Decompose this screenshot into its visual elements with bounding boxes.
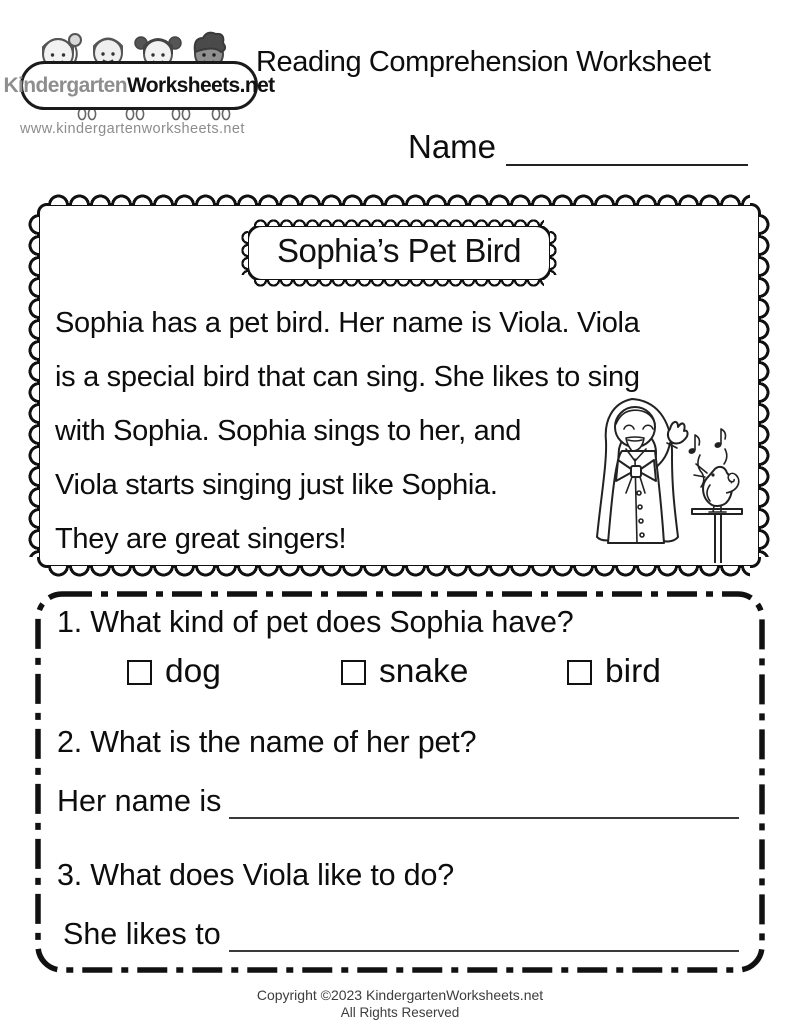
option-bird-label: bird <box>605 653 661 690</box>
copyright-text: Copyright ©2023 KindergartenWorksheets.net <box>256 987 544 1003</box>
scallop-border-bottom <box>48 566 750 577</box>
bubble-scallop-right <box>550 231 557 275</box>
option-bird[interactable] <box>567 653 661 691</box>
question-3-answer-row <box>63 910 739 952</box>
option-snake-label: snake <box>379 653 469 690</box>
logo-brand-light: Kindergarten <box>3 73 127 97</box>
question-1-options <box>35 653 765 693</box>
checkbox-bird[interactable] <box>567 660 592 685</box>
option-snake[interactable] <box>341 653 468 691</box>
passage-line: is a special bird that can sing. She likes to sing <box>55 361 640 393</box>
checkbox-snake[interactable] <box>341 660 366 685</box>
answer-2-input-line[interactable] <box>229 777 739 819</box>
logo-brand-bold: Worksheets.net <box>126 73 275 97</box>
option-dog-label: dog <box>165 653 221 690</box>
footer <box>0 987 800 1020</box>
passage-line: Viola starts singing just like Sophia. <box>55 469 498 501</box>
girl-and-bird-illustration <box>588 393 746 563</box>
site-url: www.kindergartenworksheets.net <box>20 121 245 137</box>
answer-2-prefix: Her name is <box>57 784 222 818</box>
rights-text: All Rights Reserved <box>340 1005 460 1020</box>
story-title: Sophia’s Pet Bird <box>276 232 522 269</box>
bubble-scallop-bottom <box>254 280 544 287</box>
scallop-border-left <box>28 214 39 557</box>
scallop-border-right <box>759 214 770 557</box>
passage-line: They are great singers! <box>55 523 347 555</box>
bubble-scallop-left <box>241 231 248 275</box>
passage-line: with Sophia. Sophia sings to her, and <box>55 415 522 447</box>
passage-line: Sophia has a pet bird. Her name is Viola. Viola <box>55 307 640 339</box>
story-box <box>37 203 761 568</box>
checkbox-dog[interactable] <box>127 660 152 685</box>
question-2-answer-row <box>57 777 739 819</box>
answer-3-input-line[interactable] <box>229 910 739 952</box>
story-title-bubble <box>246 224 552 282</box>
bubble-scallop-top <box>254 219 544 226</box>
answer-3-prefix: She likes to <box>63 917 221 951</box>
question-2-text: 2. What is the name of her pet? <box>57 725 477 759</box>
questions-box <box>35 591 765 973</box>
name-input-line[interactable] <box>506 128 748 166</box>
page-title: Reading Comprehension Worksheet <box>256 46 711 78</box>
option-dog[interactable] <box>127 653 221 691</box>
name-field-row <box>408 128 748 166</box>
question-1-text: 1. What kind of pet does Sophia have? <box>57 605 574 639</box>
site-logo <box>3 61 275 110</box>
story-title-wrap <box>40 224 758 282</box>
name-label: Name <box>408 128 497 165</box>
question-3-text: 3. What does Viola like to do? <box>57 858 454 892</box>
scallop-border-top <box>48 194 750 205</box>
